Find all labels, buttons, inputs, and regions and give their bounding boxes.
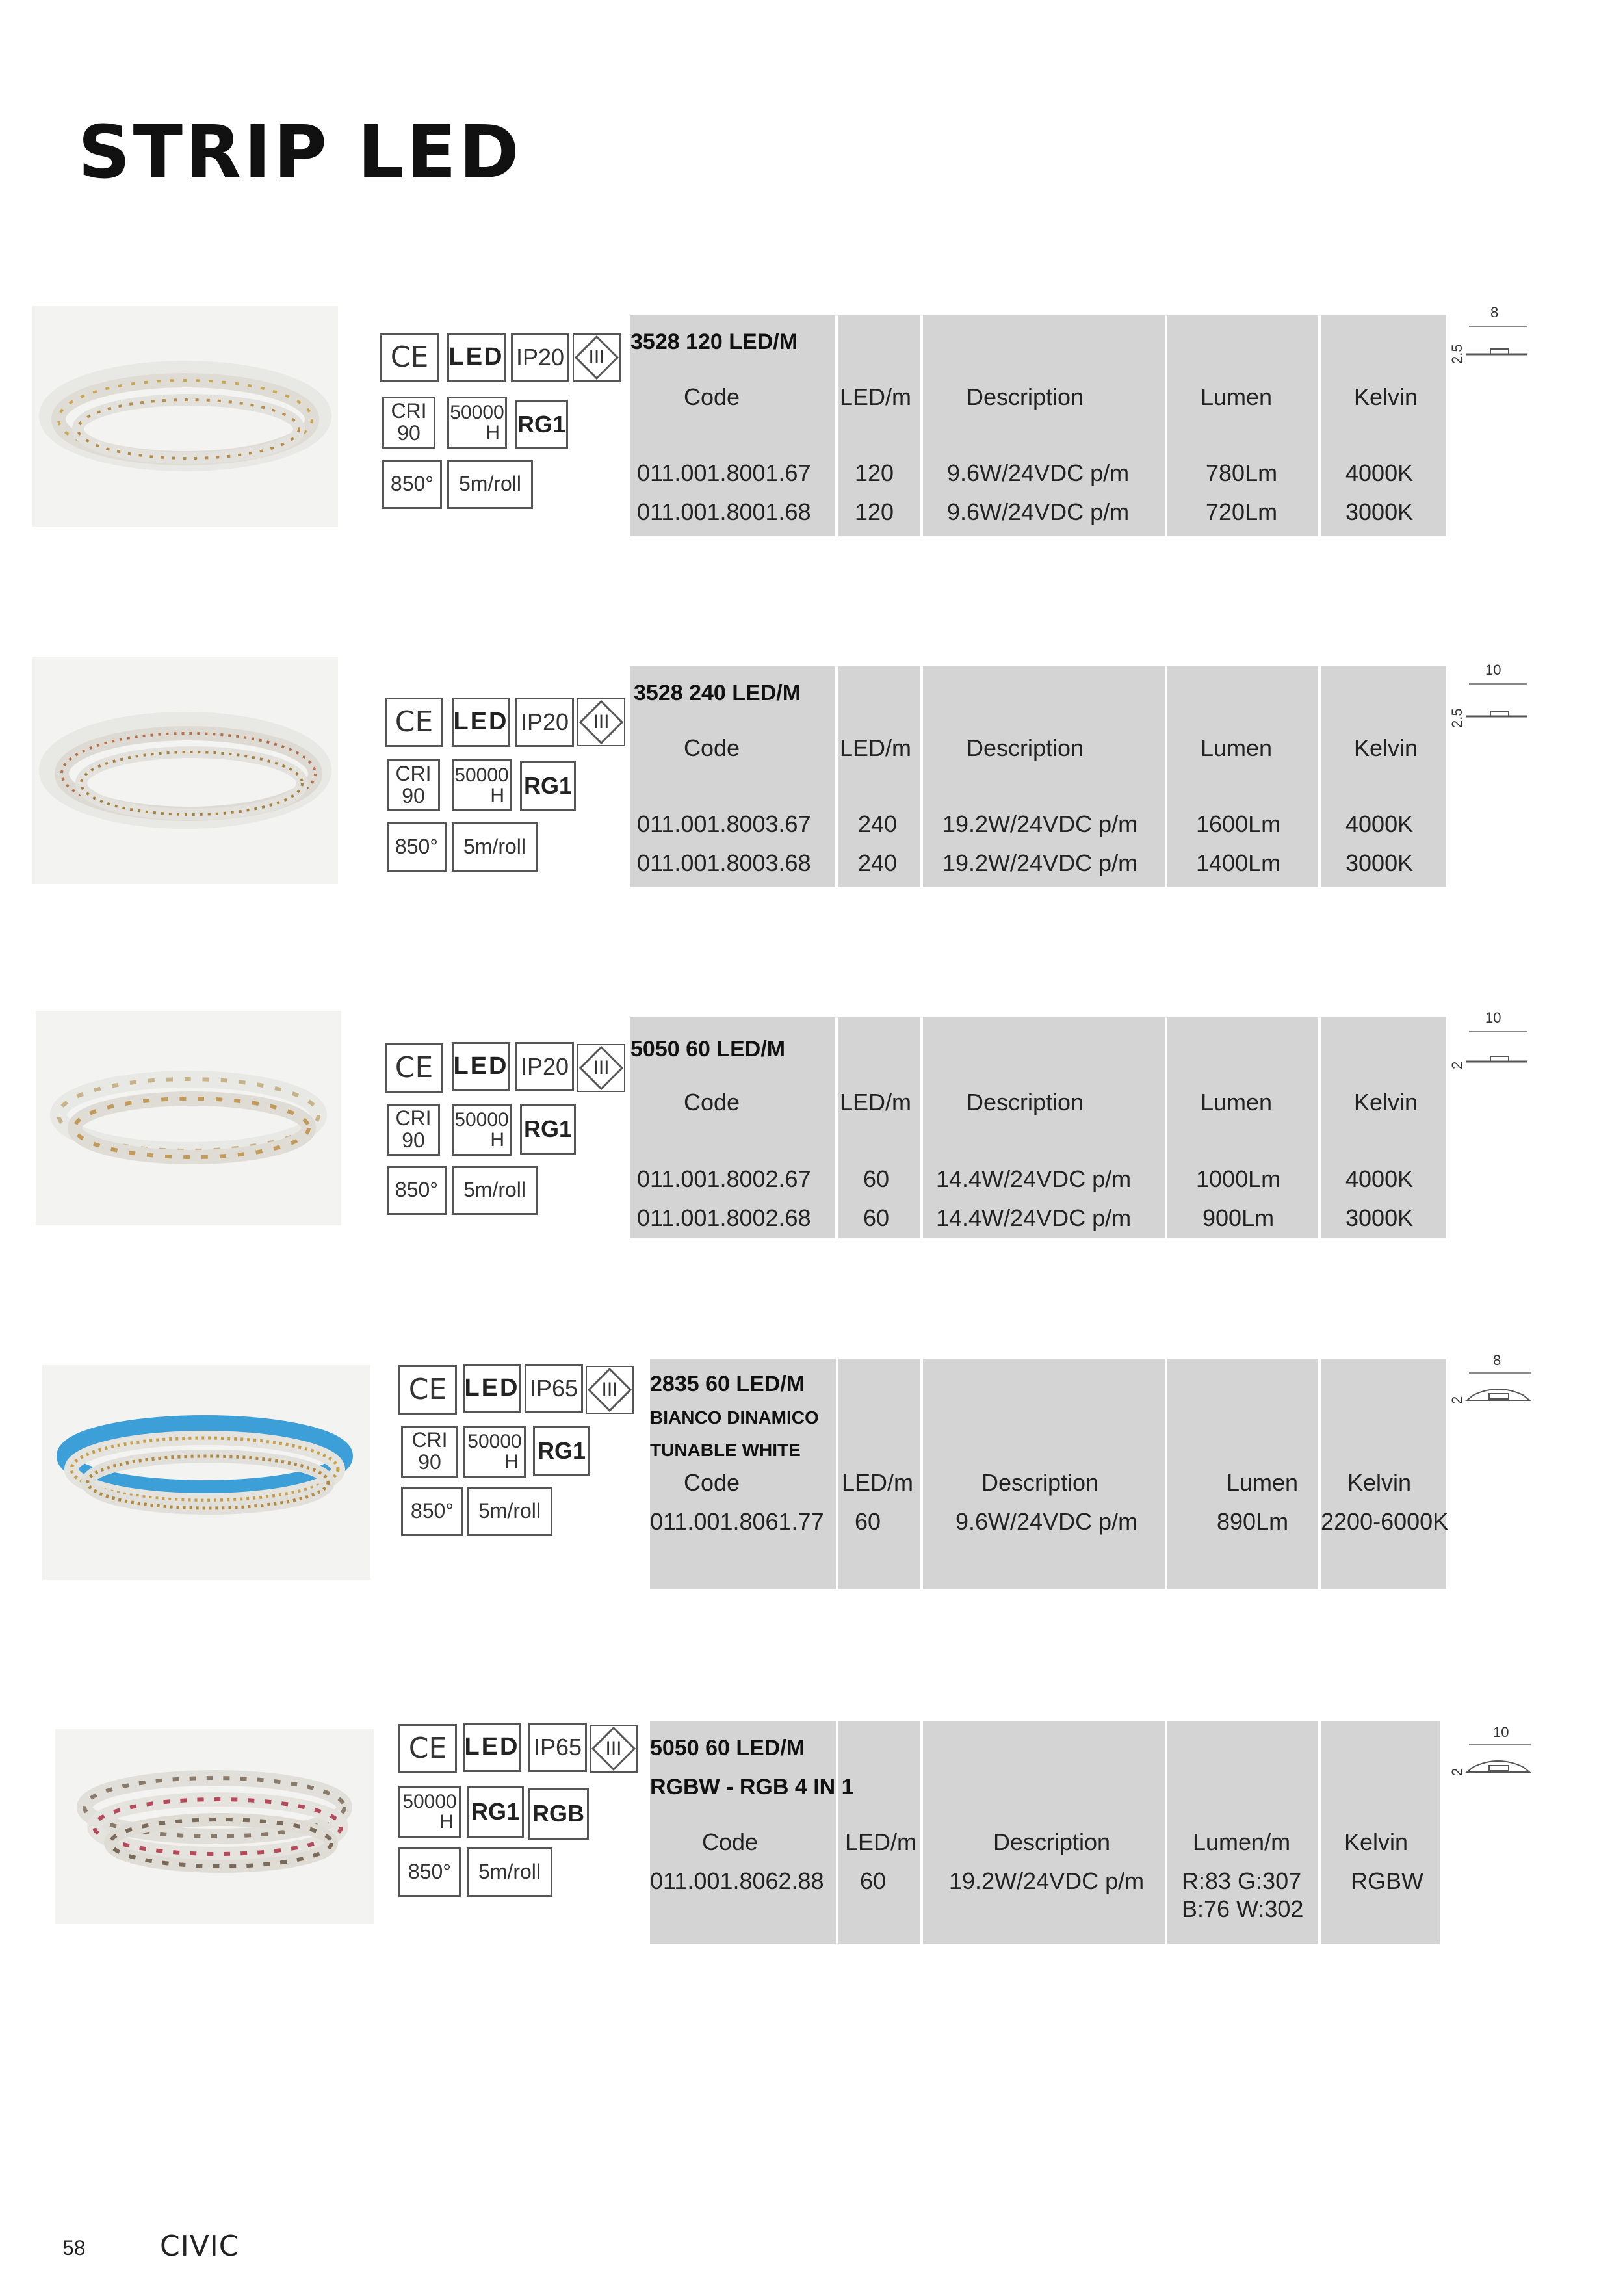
column-header: LED/m [842,1469,914,1496]
lumen-value: 780Lm [1206,460,1278,486]
temperature-badge: 850° [398,1847,461,1897]
led-count: 60 [863,1205,890,1231]
column-header: Description [967,735,1084,761]
lumen-value: B:76 W:302 [1182,1896,1304,1922]
kelvin-value: 3000K [1345,1205,1414,1231]
kelvin-value: RGBW [1351,1868,1423,1894]
class-iii-icon: III [572,333,621,382]
class-iii-icon: III [577,698,626,747]
column-header: Lumen [1227,1469,1299,1496]
lumen-value: R:83 G:307 [1182,1868,1302,1894]
column-header: Kelvin [1347,1469,1412,1496]
product-subheading: RGBW - RGB 4 IN 1 [650,1775,854,1799]
page-number: 58 [62,2236,86,2260]
lumen-value: 1000Lm [1196,1166,1281,1192]
strip-profile-diagram: 10 2 [1446,1724,1544,1802]
led-strip-photo [36,1011,341,1225]
rgb-badge: RGB [528,1788,589,1840]
roll-length-badge: 5m/roll [467,1487,552,1536]
roll-length-badge: 5m/roll [452,1166,538,1215]
product-subheading: BIANCO DINAMICO [650,1407,819,1428]
ce-mark-badge: CE [385,698,443,747]
ip-rating-badge: IP20 [515,1042,574,1091]
cri-badge: CRI 90 [387,759,440,811]
temperature-badge: 850° [401,1487,463,1536]
lifetime-badge: 50000 H [447,397,507,449]
column-header: Kelvin [1354,384,1418,410]
column-header: Code [684,1089,740,1115]
kelvin-value: 4000K [1345,811,1414,837]
column-header: Lumen [1201,384,1273,410]
led-count: 120 [855,499,894,525]
column-header: Lumen [1201,735,1273,761]
description: 14.4W/24VDC p/m [936,1205,1132,1231]
ip-rating-badge: IP20 [515,698,574,747]
column-header: Kelvin [1354,1089,1418,1115]
column-header: Code [702,1829,759,1855]
temperature-badge: 850° [382,460,442,509]
lumen-value: 720Lm [1206,499,1278,525]
strip-profile-diagram: 8 2 [1446,1352,1544,1430]
ce-mark-badge: CE [385,1043,443,1093]
kelvin-value: 4000K [1345,1166,1414,1192]
ce-mark-badge: CE [398,1365,457,1415]
column-header: Kelvin [1354,735,1418,761]
product-code: 011.001.8002.67 [637,1166,811,1192]
temperature-badge: 850° [387,1166,447,1215]
product-section [0,998,1623,1271]
risk-group-badge: RG1 [520,761,576,811]
spec-table [630,666,1446,887]
ip-rating-badge: IP65 [525,1364,583,1413]
led-count: 60 [863,1166,890,1192]
product-code: 011.001.8003.68 [637,850,811,876]
cri-badge: CRI 90 [387,1104,440,1156]
kelvin-value: 3000K [1345,850,1414,876]
spec-table [650,1359,1449,1589]
product-section [0,650,1623,923]
led-badge: LED [463,1723,521,1772]
column-header: Lumen [1201,1089,1273,1115]
column-header: Description [967,1089,1084,1115]
column-header: Description [981,1469,1099,1496]
lifetime-badge: 50000 H [398,1786,461,1838]
column-header: Kelvin [1344,1829,1409,1855]
roll-length-badge: 5m/roll [447,460,533,509]
ip-rating-badge: IP20 [511,333,569,382]
product-code: 011.001.8001.68 [637,499,811,525]
product-heading: 3528 120 LED/M [630,330,798,354]
kelvin-value: 2200-6000K [1321,1508,1449,1535]
lumen-value: 890Lm [1217,1508,1289,1535]
product-code: 011.001.8002.68 [637,1205,811,1231]
risk-group-badge: RG1 [533,1426,590,1476]
class-iii-icon: III [589,1724,638,1773]
roll-length-badge: 5m/roll [467,1847,552,1897]
kelvin-value: 3000K [1345,499,1414,525]
strip-profile-diagram: 10 2 [1446,1004,1544,1082]
column-header: Code [684,384,740,410]
column-header: Description [967,384,1084,410]
column-header: LED/m [845,1829,917,1855]
brand-logo: CIVIC [160,2230,240,2263]
led-count: 60 [860,1868,887,1894]
column-header: LED/m [840,735,912,761]
risk-group-badge: RG1 [467,1786,524,1838]
column-header: LED/m [840,384,912,410]
spec-table [650,1721,1440,1944]
led-badge: LED [447,333,506,382]
page-title: STRIP LED [78,111,522,195]
lumen-value: 1400Lm [1196,850,1281,876]
product-code: 011.001.8062.88 [650,1868,824,1894]
class-iii-icon: III [585,1365,634,1415]
led-badge: LED [452,698,510,747]
description: 19.2W/24VDC p/m [949,1868,1145,1894]
description: 19.2W/24VDC p/m [942,850,1138,876]
led-count: 120 [855,460,894,486]
description: 9.6W/24VDC p/m [947,499,1130,525]
cri-badge: CRI 90 [401,1426,458,1478]
ip-rating-badge: IP65 [528,1723,587,1772]
column-header: Lumen/m [1193,1829,1291,1855]
ce-mark-badge: CE [398,1724,457,1773]
led-badge: LED [463,1364,521,1413]
lifetime-badge: 50000 H [452,1104,512,1156]
led-strip-photo [42,1365,370,1580]
product-heading: 5050 60 LED/M [630,1037,786,1062]
lumen-value: 900Lm [1202,1205,1275,1231]
led-strip-photo [55,1729,374,1924]
strip-profile-diagram: 10 2.5 [1446,657,1544,735]
product-heading: 3528 240 LED/M [634,681,801,705]
product-heading: 2835 60 LED/M [650,1372,805,1396]
spec-table [630,315,1446,536]
column-header: Code [684,1469,740,1496]
product-code: 011.001.8001.67 [637,460,811,486]
risk-group-badge: RG1 [520,1104,576,1155]
roll-length-badge: 5m/roll [452,822,538,872]
cri-badge: CRI 90 [382,397,435,449]
led-badge: LED [452,1042,510,1091]
led-count: 240 [858,850,898,876]
led-strip-photo [32,657,338,884]
product-section [0,299,1623,572]
product-section [0,1697,1623,1970]
lumen-value: 1600Lm [1196,811,1281,837]
lifetime-badge: 50000 H [452,759,512,811]
led-count: 60 [855,1508,881,1535]
temperature-badge: 850° [387,822,447,872]
ce-mark-badge: CE [380,333,439,382]
product-code: 011.001.8003.67 [637,811,811,837]
column-header: LED/m [840,1089,912,1115]
description: 19.2W/24VDC p/m [942,811,1138,837]
description: 14.4W/24VDC p/m [936,1166,1132,1192]
kelvin-value: 4000K [1345,460,1414,486]
led-strip-photo [32,306,338,527]
class-iii-icon: III [577,1043,626,1093]
strip-profile-diagram: 8 2.5 [1446,299,1544,377]
column-header: Description [993,1829,1111,1855]
spec-table [630,1017,1446,1238]
description: 9.6W/24VDC p/m [947,460,1130,486]
product-heading: 5050 60 LED/M [650,1736,805,1760]
product-subheading: TUNABLE WHITE [650,1440,801,1460]
led-count: 240 [858,811,898,837]
description: 9.6W/24VDC p/m [955,1508,1138,1535]
lifetime-badge: 50000 H [463,1426,526,1478]
column-header: Code [684,735,740,761]
risk-group-badge: RG1 [515,400,568,449]
product-section [0,1339,1623,1612]
product-code: 011.001.8061.77 [650,1508,824,1535]
